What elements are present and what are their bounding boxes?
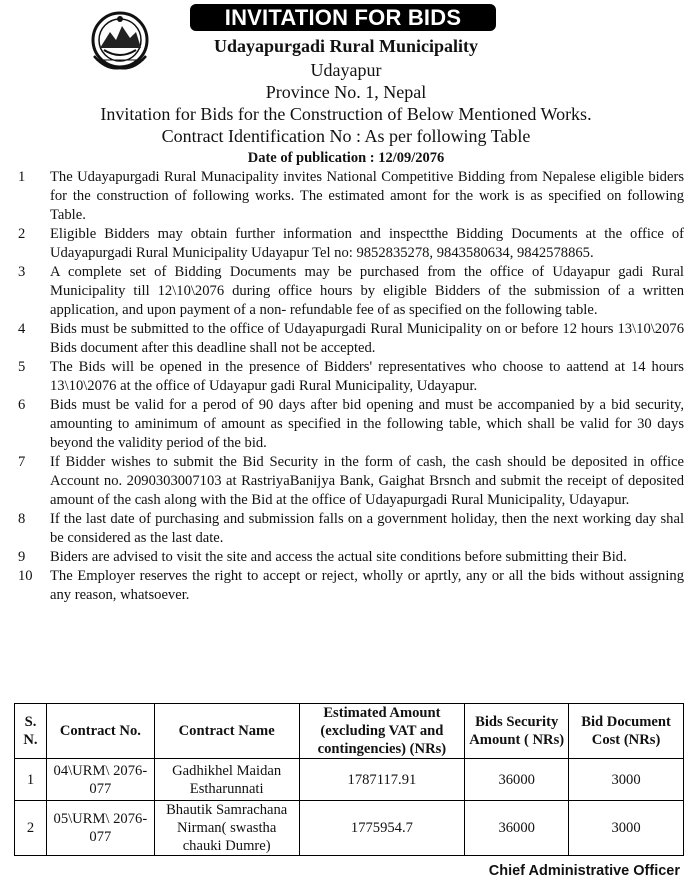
clause-text: The Bids will be opened in the presence of Bidders' representatives who choose to aattend at 14 hours 13\10\2076 at the office of Udayapur gadi Rural Municipality, Udayapur. bbox=[50, 359, 684, 394]
clause-item bbox=[0, 548, 692, 567]
clause-text: Bids must be valid for a perod of 90 days after bid opening and must be accompanied by a bid security, amounting to aminimum of amount as specified in the following table, which shall be valid for 30 days beyond the validity period of the bid. bbox=[50, 397, 684, 451]
header-bid-security: Bids Security Amount ( NRs) bbox=[465, 704, 569, 759]
header-contract-no: Contract No. bbox=[46, 704, 154, 759]
table-row bbox=[15, 759, 684, 801]
cell-bid-security: 36000 bbox=[465, 759, 569, 801]
header-estimated-amount: Estimated Amount (excluding VAT and contingencies) (NRs) bbox=[299, 704, 465, 759]
works-table bbox=[14, 703, 684, 856]
cell-contract-no: 04\URM\ 2076-077 bbox=[46, 759, 154, 801]
cell-bid-security: 36000 bbox=[465, 801, 569, 856]
contract-identification: Contract Identification No : As per following Table bbox=[161, 126, 531, 146]
cell-contract-no: 05\URM\ 2076-077 bbox=[46, 801, 154, 856]
clause-number: 10 bbox=[18, 568, 33, 584]
clause-text: If Bidder wishes to submit the Bid Security in the form of cash, the cash should be deposited in office Account no. 2090303007103 at RastriyaBanijya Bank, Gaighat Brsnch and submit the receipt of deposited amount of the cash along with the Bid at the office of Udayapurgadi Rural Municipality, Udayapur. bbox=[50, 454, 684, 508]
cell-contract-name: Bhautik Samrachana Nirman( swastha chauki Dumre) bbox=[154, 801, 299, 856]
clause-number: 1 bbox=[18, 169, 26, 185]
clause-item bbox=[0, 567, 692, 605]
clause-item bbox=[0, 453, 692, 510]
clause-text: The Udayapurgadi Rural Munacipality invites National Competitive Bidding from Nepalese eligible biders for the construction of following works. The estimated amont for the work is as specified on following Table. bbox=[50, 169, 684, 223]
clause-number: 2 bbox=[18, 226, 26, 242]
cell-document-cost: 3000 bbox=[569, 801, 684, 856]
notice-title: Invitation for Bids for the Construction of Below Mentioned Works. bbox=[100, 104, 592, 124]
clause-item bbox=[0, 358, 692, 396]
clause-number: 5 bbox=[18, 359, 26, 375]
cell-contract-name: Gadhikhel Maidan Estharunnati bbox=[154, 759, 299, 801]
clause-list bbox=[0, 168, 692, 605]
clause-text: Biders are advised to visit the site and access the actual site conditions before submitting their Bid. bbox=[50, 549, 627, 565]
clause-item bbox=[0, 396, 692, 453]
clause-number: 7 bbox=[18, 454, 26, 470]
clause-number: 8 bbox=[18, 511, 26, 527]
clause-number: 9 bbox=[18, 549, 26, 565]
banner-title: INVITATION FOR BIDS bbox=[190, 4, 496, 31]
clause-item bbox=[0, 263, 692, 320]
province-name: Province No. 1, Nepal bbox=[265, 82, 427, 102]
clause-item bbox=[0, 168, 692, 225]
cell-estimated-amount: 1787117.91 bbox=[299, 759, 465, 801]
district-name: Udayapur bbox=[310, 60, 382, 80]
cell-document-cost: 3000 bbox=[569, 759, 684, 801]
clause-text: If the last date of purchasing and submission falls on a government holiday, then the next working day shal be considered as the last date. bbox=[50, 511, 684, 546]
clause-item bbox=[0, 225, 692, 263]
cell-sn: 1 bbox=[15, 759, 47, 801]
clause-number: 4 bbox=[18, 321, 26, 337]
clause-item bbox=[0, 510, 692, 548]
table-header-row bbox=[15, 704, 684, 759]
header-sn: S. N. bbox=[15, 704, 47, 759]
clause-text: A complete set of Bidding Documents may be purchased from the office of Udayapur gadi Rural Municipality till 12\10\2076 during office hours by eligible Bidders of the submission of a written application, and upon payment of a non- refundable fee of as specified on the following table. bbox=[50, 264, 684, 318]
header-contract-name: Contract Name bbox=[154, 704, 299, 759]
table-row bbox=[15, 801, 684, 856]
publication-date: Date of publication : 12/09/2076 bbox=[247, 150, 445, 166]
office-name: Udayapurgadi Rural Municipality bbox=[213, 36, 479, 56]
clause-text: The Employer reserves the right to accept or reject, wholly or aprtly, any or all the bids without assigning any reason, whatsoever. bbox=[50, 568, 684, 603]
cell-sn: 2 bbox=[15, 801, 47, 856]
header-document-cost: Bid Document Cost (NRs) bbox=[569, 704, 684, 759]
clause-text: Eligible Bidders may obtain further information and inspectthe Bidding Documents at the office of Udayapurgadi Rural Municipality Udayapur Tel no: 9852835278, 9843580634, 9842578865. bbox=[50, 226, 684, 261]
cell-estimated-amount: 1775954.7 bbox=[299, 801, 465, 856]
clause-number: 6 bbox=[18, 397, 26, 413]
clause-text: Bids must be submitted to the office of Udayapurgadi Rural Municipality on or before 12 hours 13\10\2076 Bids document after this deadline shall not be accepted. bbox=[50, 321, 684, 356]
clause-item bbox=[0, 320, 692, 358]
signatory-title: Chief Administrative Officer bbox=[488, 863, 680, 879]
clause-number: 3 bbox=[18, 264, 26, 280]
